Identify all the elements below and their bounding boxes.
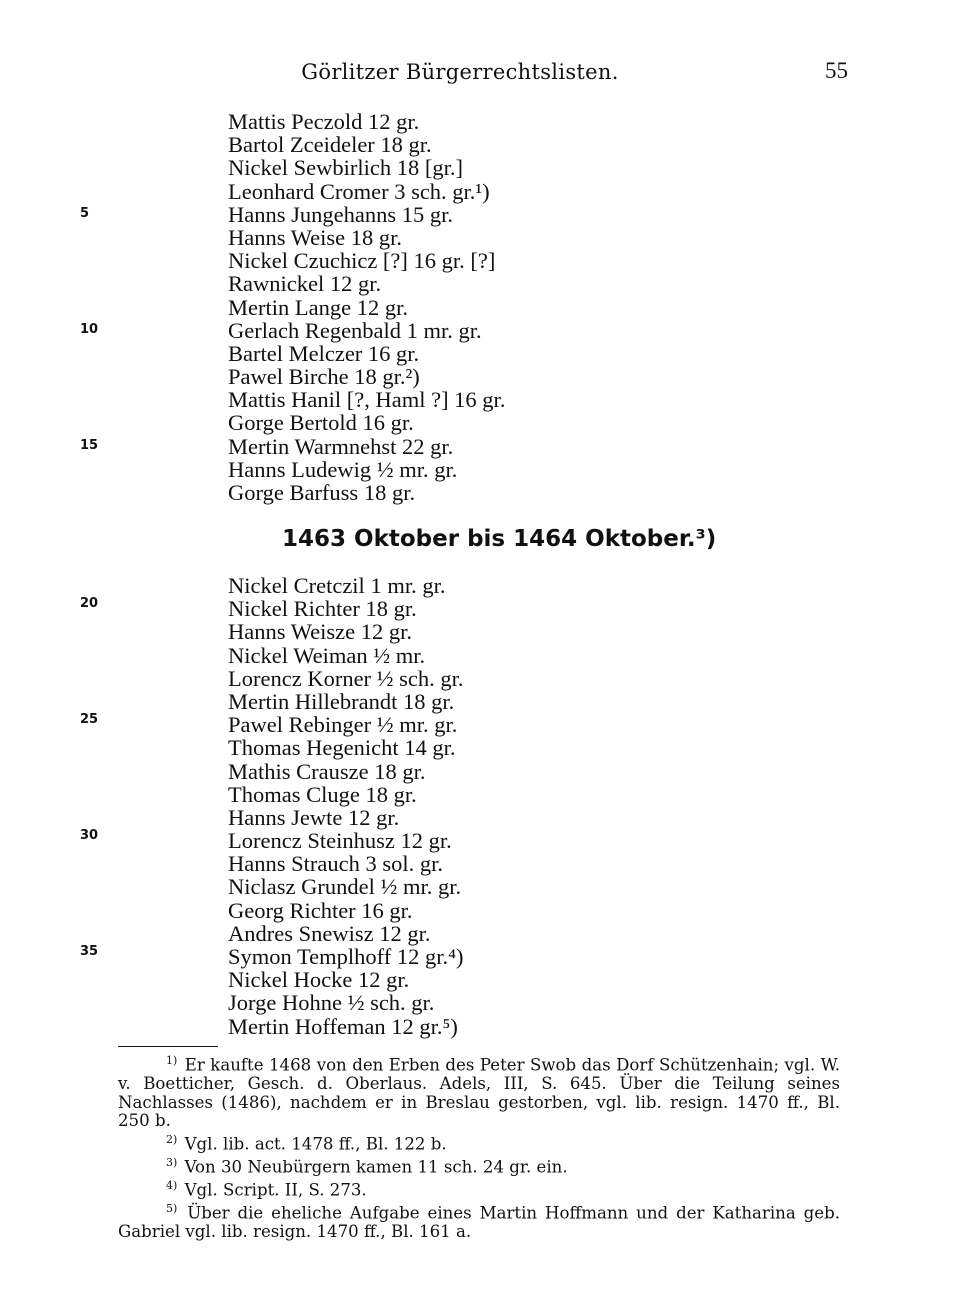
citizen-list-2: [228, 574, 464, 1038]
list-entry: Hanns Jewte 12 gr.: [228, 804, 400, 830]
footnote-text: Vgl. Script. II, S. 273.: [184, 1180, 367, 1200]
list-entry: Mattis Peczold 12 gr.: [228, 109, 420, 134]
list-entry: Symon Templhoff 12 gr.⁴): [228, 944, 464, 969]
list-entry: Bartol Zceideler 18 gr.: [228, 132, 432, 158]
list-entry: Gerlach Regenbald 1 mr. gr.: [228, 317, 482, 343]
list-entry: Hanns Weise 18 gr.: [228, 224, 403, 250]
list-entry: Hanns Ludewig ½ mr. gr.: [228, 456, 458, 482]
footnote-mark: 3): [166, 1156, 178, 1170]
footnote-text: Über die eheliche Aufgabe eines Martin Hoffmann und der Katharina geb. Gabriel vgl. lib. resign. 1470 ff., Bl. 161 a.: [118, 1203, 840, 1242]
list-entry: Gorge Barfuss 18 gr.: [228, 480, 416, 505]
line-number: 30: [80, 828, 99, 843]
list-entry: Hanns Strauch 3 sol. gr.: [228, 851, 443, 877]
list-entry: Mertin Hoffeman 12 gr.⁵): [228, 1013, 458, 1039]
footnote-mark: 1): [166, 1054, 178, 1067]
footnote-mark: 5): [166, 1202, 178, 1216]
line-number: 15: [80, 438, 99, 453]
list-entry: Niclasz Grundel ½ mr. gr.: [228, 874, 462, 900]
list-entry: Hanns Jungehanns 15 gr.: [228, 201, 453, 227]
line-number: 35: [80, 944, 99, 959]
list-entry: Thomas Cluge 18 gr.: [228, 781, 417, 807]
list-entry: Nickel Czuchicz [?] 16 gr. [?]: [228, 248, 496, 274]
footnote-text: Vgl. lib. act. 1478 ff., Bl. 122 b.: [184, 1134, 447, 1154]
list-entry: Georg Richter 16 gr.: [228, 897, 413, 923]
line-number: 25: [80, 712, 99, 727]
section-heading: 1463 Oktober bis 1464 Oktober.³): [282, 526, 717, 552]
page-number: 55: [825, 58, 848, 83]
list-entry: Pawel Rebinger ½ mr. gr.: [228, 712, 458, 738]
footnote-1: [118, 1052, 840, 1131]
list-entry: Gorge Bertold 16 gr.: [228, 410, 414, 436]
list-entry: Mertin Warmnehst 22 gr.: [228, 433, 454, 459]
list-entry: Thomas Hegenicht 14 gr.: [228, 735, 456, 761]
footnote-4: [118, 1177, 840, 1200]
list-entry: Mattis Hanil [?, Haml ?] 16 gr.: [228, 387, 506, 413]
footnotes: [118, 1052, 840, 1242]
list-entry: Pawel Birche 18 gr.²): [228, 364, 420, 390]
footnote-2: [118, 1131, 840, 1154]
list-entry: Nickel Weiman ½ mr.: [228, 642, 426, 668]
list-entry: Hanns Weisze 12 gr.: [228, 619, 412, 645]
footnote-rule: [118, 1046, 218, 1047]
list-entry: Mertin Hillebrandt 18 gr.: [228, 688, 455, 714]
footnote-text: Von 30 Neubürgern kamen 11 sch. 24 gr. ein.: [184, 1157, 568, 1177]
citizen-list-1: [228, 110, 505, 504]
running-header-title: Görlitzer Bürgerrechtslisten.: [301, 60, 619, 84]
list-entry: Lorencz Korner ½ sch. gr.: [228, 665, 464, 691]
list-entry: Bartel Melczer 16 gr.: [228, 340, 420, 366]
list-entry: Jorge Hohne ½ sch. gr.: [228, 990, 435, 1016]
list-entry: Mathis Crausze 18 gr.: [228, 758, 426, 784]
list-entry: Nickel Cretczil 1 mr. gr.: [228, 573, 446, 598]
list-entry: Nickel Sewbirlich 18 [gr.]: [228, 155, 463, 181]
footnote-3: [118, 1154, 840, 1177]
list-entry: Lorencz Steinhusz 12 gr.: [228, 828, 452, 854]
list-entry: Rawnickel 12 gr.: [228, 271, 382, 297]
footnote-mark: 4): [166, 1179, 178, 1193]
line-number: 10: [80, 322, 99, 337]
line-number: 20: [80, 596, 99, 611]
list-entry: Leonhard Cromer 3 sch. gr.¹): [228, 178, 490, 204]
line-number: 5: [80, 206, 90, 221]
list-entry: Nickel Hocke 12 gr.: [228, 967, 410, 993]
list-entry: Mertin Lange 12 gr.: [228, 294, 408, 320]
list-entry: Nickel Richter 18 gr.: [228, 596, 417, 622]
footnote-mark: 2): [166, 1132, 178, 1146]
footnote-5: [118, 1200, 840, 1242]
footnote-text: Er kaufte 1468 von den Erben des Peter Swob das Dorf Schützenhain; vgl. W. v. Boetticher, Gesch. d. Oberlaus. Adels, III, S. 645. Über die Teilung seines Nachlasses (1486), nachdem er in Breslau gestorben, vgl. lib. resign. 1470 ff., Bl. 250 b.: [118, 1055, 840, 1131]
list-entry: Andres Snewisz 12 gr.: [228, 920, 431, 946]
